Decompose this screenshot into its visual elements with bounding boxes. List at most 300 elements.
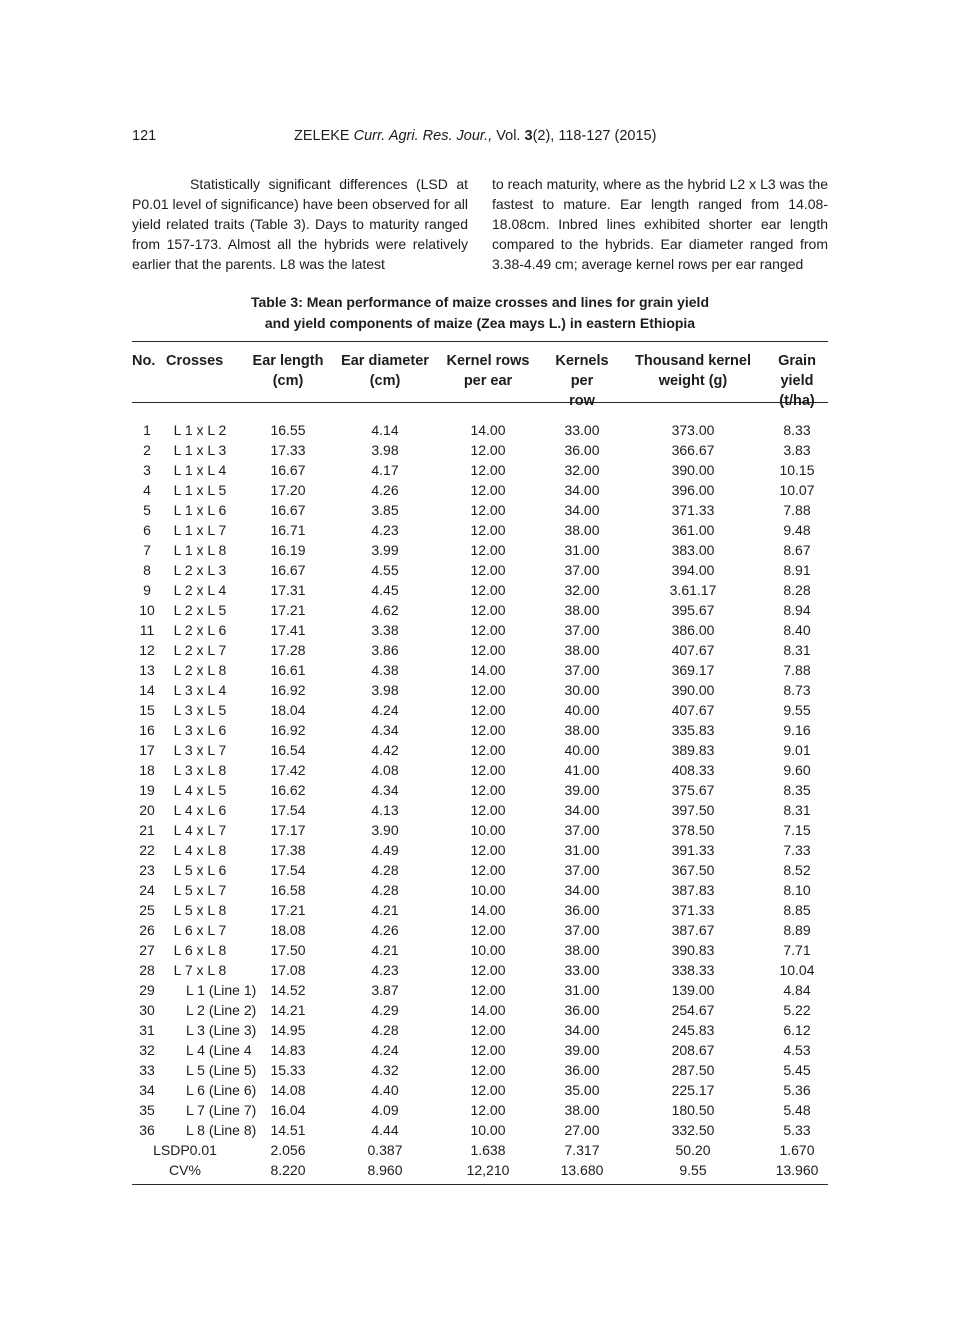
row-number: 20 xyxy=(139,802,155,818)
table-cell: 27.00 xyxy=(564,1122,600,1138)
cross-name: L 2 x L 6 xyxy=(173,622,227,638)
table-row xyxy=(132,1000,828,1020)
cross-name: L 5 (Line 5) xyxy=(186,1062,257,1078)
table-cell: 12,210 xyxy=(466,1162,510,1178)
cross-name: L 5 x L 8 xyxy=(173,902,227,918)
table-cell: 30.00 xyxy=(564,682,600,698)
header-ear-diameter: Ear diameter (cm) xyxy=(341,353,429,389)
table-cell: 369.17 xyxy=(671,662,715,678)
table-cell: 17.17 xyxy=(270,822,306,838)
table-cell: 12.00 xyxy=(470,682,506,698)
table-cell: 10.00 xyxy=(470,882,506,898)
table-row xyxy=(132,1020,828,1040)
table-cell: 16.67 xyxy=(270,462,306,478)
table-cell: 38.00 xyxy=(564,642,600,658)
table-row xyxy=(132,680,828,700)
table-cell: 3.86 xyxy=(371,642,399,658)
table-cell: 38.00 xyxy=(564,722,600,738)
table-row xyxy=(132,700,828,720)
table-cell: 12.00 xyxy=(470,742,506,758)
table-cell: 4.13 xyxy=(371,802,399,818)
table-cell: 37.00 xyxy=(564,922,600,938)
table-cell: 12.00 xyxy=(470,562,506,578)
table-cell: 4.26 xyxy=(371,482,399,498)
table-cell: 12.00 xyxy=(470,542,506,558)
cross-name: L 4 x L 5 xyxy=(173,782,227,798)
cross-name: L 4 x L 7 xyxy=(173,822,227,838)
table-cell: 4.21 xyxy=(371,942,399,958)
table-cell: 50.20 xyxy=(675,1142,711,1158)
table-cell: 37.00 xyxy=(564,822,600,838)
cross-name: L 2 x L 8 xyxy=(173,662,227,678)
body-paragraph-left: Statistically significant differences (LSD at P0.01 level of significance) have been observed for all yield related traits (Table 3). Days to maturity ranged from 157-173. Almost all the hybrids were relatively earlier that the parents. L8 was the latest xyxy=(132,176,468,272)
table-cell: 4.28 xyxy=(371,882,399,898)
body-paragraph-right: to reach maturity, where as the hybrid L2 x L3 was the fastest to mature. Ear length ranged from 14.08-18.08cm. Inbred lines exhibited shorter ear length compared to the hybrids. Ear diameter ranged from 3.38-4.49 cm; average kernel rows per ear ranged xyxy=(492,176,828,272)
row-number: 3 xyxy=(143,462,151,478)
table-cell: 225.17 xyxy=(671,1082,715,1098)
table-cell: 408.33 xyxy=(671,762,715,778)
table-cell: 396.00 xyxy=(671,482,715,498)
cross-name: L 2 x L 7 xyxy=(173,642,227,658)
table-cell: 12.00 xyxy=(470,582,506,598)
cross-name: L 5 x L 6 xyxy=(173,862,227,878)
issue-pages: (2), 118-127 (2015) xyxy=(532,128,657,144)
cross-name: L 2 x L 3 xyxy=(173,562,227,578)
table-cell: 32.00 xyxy=(564,462,600,478)
table-cell: 40.00 xyxy=(564,742,600,758)
table-cell: 5.48 xyxy=(783,1102,811,1118)
table-cell: 16.62 xyxy=(270,782,306,798)
cross-name: L 6 x L 8 xyxy=(173,942,227,958)
row-number: 2 xyxy=(143,442,151,458)
table-cell: 4.28 xyxy=(371,1022,399,1038)
header-crosses: Crosses xyxy=(166,353,224,369)
cross-name: L 1 x L 4 xyxy=(173,462,227,478)
table-caption xyxy=(132,292,828,334)
row-number: 12 xyxy=(139,642,155,658)
table-cell: 3.38 xyxy=(371,622,399,638)
table-row xyxy=(132,880,828,900)
table-cell: 12.00 xyxy=(470,482,506,498)
table-cell: 390.83 xyxy=(671,942,715,958)
table-row xyxy=(132,820,828,840)
table-cell: 7.33 xyxy=(783,842,811,858)
table-cell: 4.62 xyxy=(371,602,399,618)
table-cell: 17.08 xyxy=(270,962,306,978)
table-cell: 17.38 xyxy=(270,842,306,858)
row-number: 5 xyxy=(143,502,151,518)
row-number: 17 xyxy=(139,742,155,758)
cross-name: L 4 x L 8 xyxy=(173,842,227,858)
table-cell: 8.89 xyxy=(783,922,811,938)
table-cell: 41.00 xyxy=(564,762,600,778)
table-row xyxy=(132,760,828,780)
table-cell: 16.55 xyxy=(270,422,306,438)
table-cell: 17.20 xyxy=(270,482,306,498)
table-cell: 12.00 xyxy=(470,962,506,978)
row-number: 9 xyxy=(143,582,151,598)
table-cell: 367.50 xyxy=(671,862,715,878)
table-cell: 16.92 xyxy=(270,682,306,698)
table-cell: 37.00 xyxy=(564,562,600,578)
table-cell: 8.31 xyxy=(783,642,811,658)
table-cell: 338.33 xyxy=(671,962,715,978)
table-cell: 14.08 xyxy=(270,1082,306,1098)
table-row xyxy=(132,440,828,460)
row-number: 31 xyxy=(139,1022,155,1038)
table-cell: 2.056 xyxy=(270,1142,306,1158)
table-cell: 4.21 xyxy=(371,902,399,918)
table-row xyxy=(132,480,828,500)
table-row xyxy=(132,840,828,860)
table-cell: 4.34 xyxy=(371,782,399,798)
table-cell: 3.61.17 xyxy=(669,582,717,598)
cross-name: L 3 x L 7 xyxy=(173,742,227,758)
row-number: 18 xyxy=(139,762,155,778)
table-cell: 4.40 xyxy=(371,1082,399,1098)
table-cell: 394.00 xyxy=(671,562,715,578)
cross-name: L 5 x L 7 xyxy=(173,882,227,898)
table-cell: 9.55 xyxy=(783,702,811,718)
table-cell: 12.00 xyxy=(470,522,506,538)
table-cell: 12.00 xyxy=(470,1022,506,1038)
table-cell: 14.52 xyxy=(270,982,306,998)
running-header xyxy=(132,128,828,150)
table-row xyxy=(132,940,828,960)
table-cell: 37.00 xyxy=(564,622,600,638)
table-cell: 16.71 xyxy=(270,522,306,538)
table-cell: 8.73 xyxy=(783,682,811,698)
table-row xyxy=(132,600,828,620)
table-cell: 387.67 xyxy=(671,922,715,938)
table-header-row xyxy=(132,349,828,411)
table-cell: 0.387 xyxy=(367,1142,403,1158)
cross-name: L 4 x L 6 xyxy=(173,802,227,818)
table-row xyxy=(132,960,828,980)
table-cell: 17.54 xyxy=(270,862,306,878)
table-row xyxy=(132,860,828,880)
table-cell: 36.00 xyxy=(564,442,600,458)
table-cell: 32.00 xyxy=(564,582,600,598)
table-cell: 8.91 xyxy=(783,562,811,578)
body-column-right xyxy=(492,174,828,274)
table-cell: 17.54 xyxy=(270,802,306,818)
cross-name: L 1 (Line 1) xyxy=(186,982,257,998)
table-cell: 4.49 xyxy=(371,842,399,858)
table-cell: 12.00 xyxy=(470,1102,506,1118)
table-cell: 10.00 xyxy=(470,822,506,838)
table-cell: 36.00 xyxy=(564,902,600,918)
table-cell: 3.85 xyxy=(371,502,399,518)
table-row xyxy=(132,980,828,1000)
table-cell: 3.98 xyxy=(371,682,399,698)
table-cell: 395.67 xyxy=(671,602,715,618)
table-row xyxy=(132,640,828,660)
table-cell: 5.36 xyxy=(783,1082,811,1098)
row-number: 36 xyxy=(139,1122,155,1138)
stat-row xyxy=(132,1160,828,1180)
table-row xyxy=(132,920,828,940)
table-cell: 39.00 xyxy=(564,782,600,798)
table-cell: 12.00 xyxy=(470,782,506,798)
table-cell: 16.61 xyxy=(270,662,306,678)
table-cell: 12.00 xyxy=(470,642,506,658)
table-cell: 8.35 xyxy=(783,782,811,798)
table-cell: 17.41 xyxy=(270,622,306,638)
stat-label: LSDP0.01 xyxy=(153,1142,217,1158)
table-cell: 387.83 xyxy=(671,882,715,898)
row-number: 24 xyxy=(139,882,155,898)
table-cell: 17.21 xyxy=(270,602,306,618)
table-cell: 12.00 xyxy=(470,622,506,638)
row-number: 13 xyxy=(139,662,155,678)
table-cell: 5.33 xyxy=(783,1122,811,1138)
table-row xyxy=(132,780,828,800)
table-cell: 13.680 xyxy=(560,1162,604,1178)
table-cell: 5.45 xyxy=(783,1062,811,1078)
caption-line-2: and yield components of maize (Zea mays L.) in eastern Ethiopia xyxy=(264,315,696,331)
table-cell: 4.09 xyxy=(371,1102,399,1118)
table-cell: 14.21 xyxy=(270,1002,306,1018)
maize-performance-table xyxy=(132,349,828,1180)
table-cell: 245.83 xyxy=(671,1022,715,1038)
cross-name: L 3 x L 8 xyxy=(173,762,227,778)
header-ear-length: Ear length (cm) xyxy=(252,353,324,389)
table-cell: 10.00 xyxy=(470,1122,506,1138)
table-top-rule xyxy=(132,341,828,342)
table-row xyxy=(132,500,828,520)
table-cell: 8.10 xyxy=(783,882,811,898)
table-cell: 397.50 xyxy=(671,802,715,818)
table-cell: 38.00 xyxy=(564,522,600,538)
table-body xyxy=(132,411,828,1180)
table-cell: 8.28 xyxy=(783,582,811,598)
table-cell: 4.38 xyxy=(371,662,399,678)
cross-name: L 2 x L 5 xyxy=(173,602,227,618)
table-cell: 8.67 xyxy=(783,542,811,558)
table-cell: 8.960 xyxy=(367,1162,403,1178)
table-cell: 31.00 xyxy=(564,542,600,558)
table-cell: 4.44 xyxy=(371,1122,399,1138)
table-cell: 12.00 xyxy=(470,842,506,858)
table-cell: 31.00 xyxy=(564,842,600,858)
table-cell: 17.28 xyxy=(270,642,306,658)
journal-name: Curr. Agri. Res. Jour., xyxy=(353,128,493,144)
table-cell: 7.71 xyxy=(783,942,811,958)
row-number: 10 xyxy=(139,602,155,618)
row-number: 22 xyxy=(139,842,155,858)
table-row xyxy=(132,1060,828,1080)
table-cell: 16.92 xyxy=(270,722,306,738)
page-number: 121 xyxy=(132,128,157,144)
table-cell: 5.22 xyxy=(783,1002,811,1018)
table-cell: 9.60 xyxy=(783,762,811,778)
table-cell: 14.00 xyxy=(470,662,506,678)
row-number: 35 xyxy=(139,1102,155,1118)
table-cell: 13.960 xyxy=(775,1162,819,1178)
table-cell: 16.67 xyxy=(270,562,306,578)
cross-name: L 1 x L 6 xyxy=(173,502,227,518)
journal-citation xyxy=(294,128,656,144)
table-cell: 17.33 xyxy=(270,442,306,458)
table-cell: 7.15 xyxy=(783,822,811,838)
table-cell: 17.42 xyxy=(270,762,306,778)
author-name: ZELEKE xyxy=(294,128,354,144)
table-cell: 383.00 xyxy=(671,542,715,558)
table-cell: 3.83 xyxy=(783,442,811,458)
row-number: 15 xyxy=(139,702,155,718)
cross-name: L 1 x L 7 xyxy=(173,522,227,538)
table-cell: 14.00 xyxy=(470,422,506,438)
table-cell: 17.21 xyxy=(270,902,306,918)
table-cell: 38.00 xyxy=(564,1102,600,1118)
cross-name: L 1 x L 3 xyxy=(173,442,227,458)
table-cell: 287.50 xyxy=(671,1062,715,1078)
table-cell: 10.07 xyxy=(779,482,815,498)
table-cell: 9.16 xyxy=(783,722,811,738)
table-row xyxy=(132,560,828,580)
table-spacer xyxy=(132,411,828,420)
table-cell: 12.00 xyxy=(470,862,506,878)
table-row xyxy=(132,720,828,740)
table-cell: 3.90 xyxy=(371,822,399,838)
table-cell: 332.50 xyxy=(671,1122,715,1138)
table-cell: 12.00 xyxy=(470,1062,506,1078)
table-cell: 16.19 xyxy=(270,542,306,558)
table-cell: 18.04 xyxy=(270,702,306,718)
table-cell: 391.33 xyxy=(671,842,715,858)
table-cell: 180.50 xyxy=(671,1102,715,1118)
table-cell: 407.67 xyxy=(671,702,715,718)
table-cell: 33.00 xyxy=(564,422,600,438)
table-cell: 12.00 xyxy=(470,722,506,738)
row-number: 23 xyxy=(139,862,155,878)
row-number: 30 xyxy=(139,1002,155,1018)
table-cell: 3.98 xyxy=(371,442,399,458)
cross-name: L 6 x L 7 xyxy=(173,922,227,938)
table-row xyxy=(132,1120,828,1140)
row-number: 27 xyxy=(139,942,155,958)
table-cell: 14.95 xyxy=(270,1022,306,1038)
row-number: 21 xyxy=(139,822,155,838)
stat-label: CV% xyxy=(169,1162,201,1178)
table-cell: 10.04 xyxy=(779,962,815,978)
row-number: 16 xyxy=(139,722,155,738)
row-number: 34 xyxy=(139,1082,155,1098)
table-cell: 12.00 xyxy=(470,922,506,938)
table-cell: 1.670 xyxy=(779,1142,815,1158)
table-cell: 8.33 xyxy=(783,422,811,438)
table-cell: 9.48 xyxy=(783,522,811,538)
table-cell: 12.00 xyxy=(470,802,506,818)
table-row xyxy=(132,900,828,920)
table-cell: 39.00 xyxy=(564,1042,600,1058)
row-number: 32 xyxy=(139,1042,155,1058)
table-cell: 14.00 xyxy=(470,1002,506,1018)
cross-name: L 1 x L 5 xyxy=(173,482,227,498)
table-cell: 335.83 xyxy=(671,722,715,738)
table-cell: 378.50 xyxy=(671,822,715,838)
table-cell: 37.00 xyxy=(564,862,600,878)
table-row xyxy=(132,460,828,480)
table-row xyxy=(132,1080,828,1100)
row-number: 4 xyxy=(143,482,151,498)
body-column-left xyxy=(132,174,468,274)
table-cell: 38.00 xyxy=(564,942,600,958)
row-number: 14 xyxy=(139,682,155,698)
table-cell: 12.00 xyxy=(470,982,506,998)
table-cell: 4.55 xyxy=(371,562,399,578)
table-cell: 8.94 xyxy=(783,602,811,618)
cross-name: L 8 (Line 8) xyxy=(186,1122,257,1138)
table-cell: 12.00 xyxy=(470,442,506,458)
table-cell: 34.00 xyxy=(564,882,600,898)
table-cell: 8.52 xyxy=(783,862,811,878)
table-cell: 139.00 xyxy=(671,982,715,998)
table-row xyxy=(132,520,828,540)
table-cell: 4.28 xyxy=(371,862,399,878)
table-cell: 4.23 xyxy=(371,962,399,978)
table-cell: 33.00 xyxy=(564,962,600,978)
table-cell: 386.00 xyxy=(671,622,715,638)
table-cell: 4.42 xyxy=(371,742,399,758)
table-row xyxy=(132,740,828,760)
table-cell: 4.29 xyxy=(371,1002,399,1018)
table-cell: 8.40 xyxy=(783,622,811,638)
table-cell: 8.220 xyxy=(270,1162,306,1178)
table-cell: 4.84 xyxy=(783,982,811,998)
cross-name: L 1 x L 8 xyxy=(173,542,227,558)
table-row xyxy=(132,1100,828,1120)
table-cell: 9.01 xyxy=(783,742,811,758)
table-row xyxy=(132,620,828,640)
cross-name: L 3 (Line 3) xyxy=(186,1022,257,1038)
table-cell: 4.08 xyxy=(371,762,399,778)
table-cell: 12.00 xyxy=(470,502,506,518)
table-cell: 208.67 xyxy=(671,1042,715,1058)
table-cell: 8.85 xyxy=(783,902,811,918)
table-cell: 17.31 xyxy=(270,582,306,598)
table-cell: 34.00 xyxy=(564,502,600,518)
row-number: 33 xyxy=(139,1062,155,1078)
table-cell: 36.00 xyxy=(564,1002,600,1018)
table-cell: 12.00 xyxy=(470,1042,506,1058)
table-cell: 371.33 xyxy=(671,502,715,518)
table-cell: 14.83 xyxy=(270,1042,306,1058)
table-cell: 14.00 xyxy=(470,902,506,918)
table-cell: 7.88 xyxy=(783,662,811,678)
volume-label: Vol. xyxy=(492,128,525,144)
table-cell: 366.67 xyxy=(671,442,715,458)
cross-name: L 3 x L 6 xyxy=(173,722,227,738)
cross-name: L 7 x L 8 xyxy=(173,962,227,978)
table-cell: 31.00 xyxy=(564,982,600,998)
table-cell: 7.88 xyxy=(783,502,811,518)
table-cell: 35.00 xyxy=(564,1082,600,1098)
table-cell: 36.00 xyxy=(564,1062,600,1078)
caption-line-1: Table 3: Mean performance of maize crosses and lines for grain yield xyxy=(251,294,709,310)
table-cell: 34.00 xyxy=(564,482,600,498)
table-cell: 4.45 xyxy=(371,582,399,598)
row-number: 7 xyxy=(143,542,151,558)
table-cell: 4.32 xyxy=(371,1062,399,1078)
table-row xyxy=(132,660,828,680)
table-cell: 375.67 xyxy=(671,782,715,798)
row-number: 29 xyxy=(139,982,155,998)
table-cell: 389.83 xyxy=(671,742,715,758)
table-cell: 16.04 xyxy=(270,1102,306,1118)
cross-name: L 1 x L 2 xyxy=(173,422,227,438)
